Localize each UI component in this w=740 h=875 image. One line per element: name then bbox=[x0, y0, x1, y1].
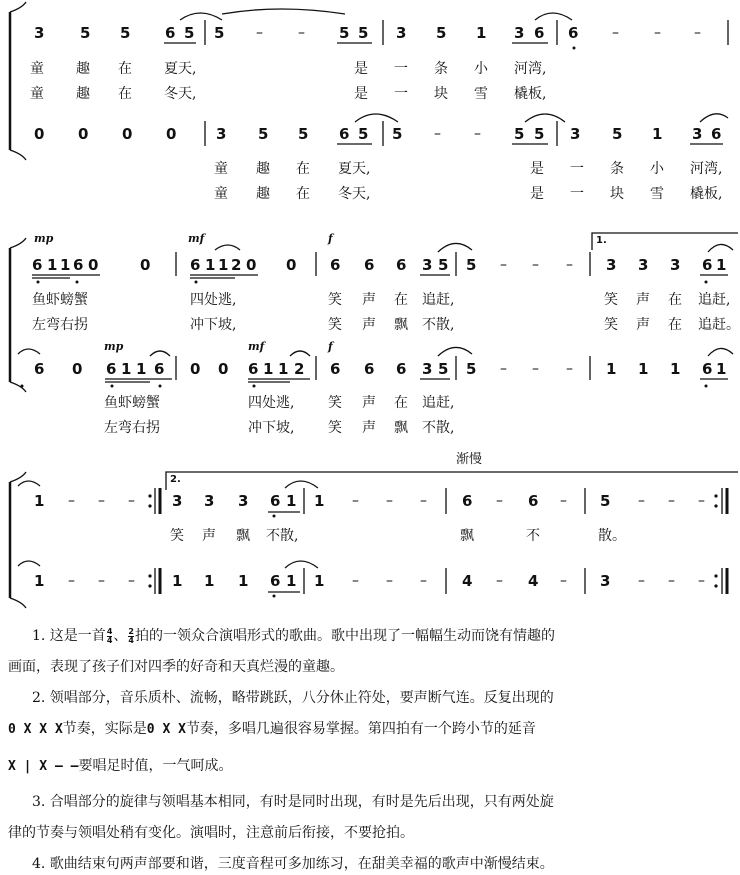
s1-lower-note: 3 bbox=[692, 125, 703, 143]
lyric: 左弯右拐 bbox=[32, 317, 88, 333]
s3-lower-dash: – bbox=[560, 573, 567, 589]
lyric: 不散, bbox=[422, 317, 455, 333]
rhythm-pattern: 0 X X bbox=[146, 722, 186, 737]
s2-lower-dash: – bbox=[566, 361, 573, 377]
lyric: 不散, bbox=[422, 420, 455, 436]
dynamic-f: f bbox=[328, 232, 333, 245]
lyric: 条 bbox=[434, 61, 448, 77]
s3-upper-dash: – bbox=[560, 493, 567, 509]
s2-upper-note: 0 bbox=[246, 256, 257, 274]
s2-lower-note: 6 bbox=[330, 360, 341, 378]
s3-upper-dash: – bbox=[98, 493, 105, 509]
s3-upper-note: 6 bbox=[462, 492, 473, 510]
s2-upper-note: 6 bbox=[330, 256, 341, 274]
lyric: 笑 bbox=[604, 292, 618, 308]
lyric: 河湾, bbox=[690, 161, 723, 177]
lyric: 追赶, bbox=[422, 395, 455, 411]
lyric: 散。 bbox=[598, 528, 626, 544]
s2-upper-dash: – bbox=[500, 257, 507, 273]
s1-lower-note: 0 bbox=[122, 125, 133, 143]
lyric: 夏天, bbox=[164, 61, 197, 77]
s1-lower-note: 0 bbox=[166, 125, 177, 143]
s3-lower-dash: – bbox=[128, 573, 135, 589]
s2-lower-note: 1 bbox=[638, 360, 649, 378]
s3-upper-dash: – bbox=[352, 493, 359, 509]
s1-upper-dash: – bbox=[256, 25, 263, 41]
s3-upper-note: 1 bbox=[314, 492, 325, 510]
s1-upper-dash: – bbox=[298, 25, 305, 41]
s1-lower-note: 5 bbox=[258, 125, 269, 143]
s2-lower-note: 6 bbox=[154, 360, 165, 378]
lyric: 橇板, bbox=[514, 86, 547, 102]
s1-lower-note: 5 bbox=[358, 125, 369, 143]
lyric: 追赶, bbox=[698, 292, 731, 308]
lyric: 笑 bbox=[328, 420, 342, 436]
s2-lower-note: 6 bbox=[396, 360, 407, 378]
s3-lower-dash: – bbox=[638, 573, 645, 589]
s2-upper-note: 6 bbox=[702, 256, 713, 274]
dynamic-mp: mp bbox=[34, 232, 54, 245]
s3-upper-note: 3 bbox=[204, 492, 215, 510]
s2-lower-note: 5 bbox=[438, 360, 449, 378]
s2-upper-note: 1 bbox=[716, 256, 727, 274]
s3-upper-dash: – bbox=[638, 493, 645, 509]
time-signature-2-4: $\frac{2}{4}$ bbox=[128, 626, 134, 645]
s2-lower-note: 1 bbox=[716, 360, 727, 378]
s2-lower-note: 6 bbox=[34, 360, 45, 378]
lyric: 块 bbox=[434, 86, 448, 102]
lyric: 不 bbox=[526, 528, 540, 544]
lyric: 飘 bbox=[394, 317, 408, 333]
lyric: 冬天, bbox=[338, 186, 371, 202]
lyric: 冬天, bbox=[164, 86, 197, 102]
s2-lower-note: 1 bbox=[670, 360, 681, 378]
s2-upper-note: 5 bbox=[466, 256, 477, 274]
s3-lower-dash: – bbox=[98, 573, 105, 589]
s3-lower-dash: – bbox=[668, 573, 675, 589]
lyric: 声 bbox=[636, 317, 650, 333]
lyric: 橇板, bbox=[690, 186, 723, 202]
s2-upper-note: 1 bbox=[47, 256, 58, 274]
s2-lower-note: 1 bbox=[606, 360, 617, 378]
dynamic-mp: mp bbox=[104, 340, 124, 353]
s2-upper-note: 6 bbox=[364, 256, 375, 274]
s3-lower-note: 6 bbox=[270, 572, 281, 590]
s3-lower-dash: – bbox=[698, 573, 705, 589]
s1-lower-note: 5 bbox=[298, 125, 309, 143]
lyric: 是 bbox=[530, 161, 544, 177]
s3-lower-note: 3 bbox=[600, 572, 611, 590]
s3-lower-dash: – bbox=[420, 573, 427, 589]
s1-upper-note: 5 bbox=[120, 24, 131, 42]
s1-lower-note: 1 bbox=[652, 125, 663, 143]
s1-lower-note: 0 bbox=[34, 125, 45, 143]
lyric: 趣 bbox=[76, 61, 90, 77]
s2-upper-note: 5 bbox=[438, 256, 449, 274]
lyric: 雪 bbox=[474, 86, 488, 102]
s3-lower-note: 1 bbox=[204, 572, 215, 590]
s2-lower-note: 1 bbox=[263, 360, 274, 378]
s2-lower-note: 0 bbox=[72, 360, 83, 378]
s1-upper-dash: – bbox=[654, 25, 661, 41]
performance-notes bbox=[0, 613, 740, 875]
s2-lower-note: 0 bbox=[190, 360, 201, 378]
lyric: 鱼虾螃蟹 bbox=[32, 292, 88, 308]
s1-lower-note: 5 bbox=[392, 125, 403, 143]
lyric: 在 bbox=[668, 317, 682, 333]
lyric: 飘 bbox=[460, 528, 474, 544]
lyric: 在 bbox=[118, 61, 132, 77]
s1-upper-note: 5 bbox=[184, 24, 195, 42]
lyric: 声 bbox=[362, 395, 376, 411]
lyric: 笑 bbox=[328, 317, 342, 333]
lyric: 是 bbox=[354, 86, 368, 102]
lyric: 冲下坡, bbox=[248, 420, 295, 436]
lyric: 笑 bbox=[170, 528, 184, 544]
lyric: 一 bbox=[570, 186, 584, 202]
s1-lower-note: 3 bbox=[216, 125, 227, 143]
s1-lower-note: 3 bbox=[570, 125, 581, 143]
s2-upper-note: 0 bbox=[286, 256, 297, 274]
lyric: 在 bbox=[394, 395, 408, 411]
lyric: 在 bbox=[668, 292, 682, 308]
dynamic-mf: mf bbox=[188, 232, 205, 245]
s2-lower-note: 1 bbox=[278, 360, 289, 378]
s3-upper-dash: – bbox=[386, 493, 393, 509]
s2-upper-note: 3 bbox=[670, 256, 681, 274]
s2-upper-note: 0 bbox=[140, 256, 151, 274]
lyric: 一 bbox=[570, 161, 584, 177]
lyric: 鱼虾螃蟹 bbox=[104, 395, 160, 411]
lyric: 小 bbox=[650, 161, 664, 177]
lyric: 不散, bbox=[266, 528, 299, 544]
rhythm-pattern: 0 X X X bbox=[8, 722, 63, 737]
s3-lower-note: 1 bbox=[286, 572, 297, 590]
s1-lower-dash: – bbox=[474, 126, 481, 142]
lyric: 在 bbox=[296, 186, 310, 202]
lyric: 笑 bbox=[328, 292, 342, 308]
lyric: 童 bbox=[214, 186, 228, 202]
lyric: 夏天, bbox=[338, 161, 371, 177]
lyric: 趣 bbox=[256, 186, 270, 202]
lyric: 声 bbox=[362, 292, 376, 308]
s2-upper-note: 6 bbox=[32, 256, 43, 274]
s2-lower-note: 6 bbox=[248, 360, 259, 378]
s2-lower-dash: – bbox=[500, 361, 507, 377]
s1-upper-note: 6 bbox=[534, 24, 545, 42]
s2-lower-note: 5 bbox=[466, 360, 477, 378]
s1-upper-dash: – bbox=[694, 25, 701, 41]
s3-lower-note: 1 bbox=[172, 572, 183, 590]
lyric: 趣 bbox=[256, 161, 270, 177]
lyric: 声 bbox=[636, 292, 650, 308]
s1-upper-dash: – bbox=[612, 25, 619, 41]
dynamic-mf: mf bbox=[248, 340, 265, 353]
s2-lower-note: 6 bbox=[702, 360, 713, 378]
lyric: 笑 bbox=[328, 395, 342, 411]
s2-lower-note: 2 bbox=[294, 360, 305, 378]
s2-lower-note: 3 bbox=[422, 360, 433, 378]
s3-lower-dash: – bbox=[496, 573, 503, 589]
s3-lower-dash: – bbox=[352, 573, 359, 589]
s1-upper-note: 5 bbox=[80, 24, 91, 42]
s1-upper-note: 3 bbox=[514, 24, 525, 42]
lyric: 四处逃, bbox=[248, 395, 295, 411]
lyric: 童 bbox=[30, 61, 44, 77]
lyric: 笑 bbox=[604, 317, 618, 333]
s3-upper-dash: – bbox=[420, 493, 427, 509]
tempo-mark: 渐慢 bbox=[456, 452, 483, 467]
s1-lower-note: 5 bbox=[514, 125, 525, 143]
s3-upper-dash: – bbox=[698, 493, 705, 509]
s3-upper-note: 1 bbox=[34, 492, 45, 510]
lyric: 追赶, bbox=[422, 292, 455, 308]
lyric: 左弯右拐 bbox=[104, 420, 160, 436]
s1-upper-note: 5 bbox=[339, 24, 350, 42]
s3-lower-note: 1 bbox=[238, 572, 249, 590]
note-3-line-1: 3. 合唱部分的旋律与领唱基本相同，有时是同时出现，有时是先后出现，只有两处旋 bbox=[32, 794, 554, 810]
lyric: 是 bbox=[354, 61, 368, 77]
s2-lower-note: 6 bbox=[364, 360, 375, 378]
note-1-line-1: 1. 这是一首 $\frac{4}{4}$ 、 $\frac{2}{4}$ 拍的一领众合演唱形式的歌曲。歌中出现了一幅幅生动而饶有情趣的 bbox=[32, 626, 555, 645]
s2-upper-note: 3 bbox=[638, 256, 649, 274]
s3-upper-dash: – bbox=[128, 493, 135, 509]
s2-upper-note: 3 bbox=[606, 256, 617, 274]
s2-upper-dash: – bbox=[566, 257, 573, 273]
s3-upper-note: 6 bbox=[270, 492, 281, 510]
s2-lower-note: 0 bbox=[218, 360, 229, 378]
note-4-line-1: 4. 歌曲结束句两声部要和谐，三度音程可多加练习，在甜美幸福的歌声中渐慢结束。 bbox=[32, 856, 554, 872]
s2-upper-note: 1 bbox=[218, 256, 229, 274]
lyric: 一 bbox=[394, 86, 408, 102]
volta-2: 2. bbox=[170, 474, 181, 485]
note-1-line-2: 画面，表现了孩子们对四季的好奇和天真烂漫的童趣。 bbox=[8, 659, 344, 675]
s3-upper-note: 3 bbox=[172, 492, 183, 510]
lyric: 声 bbox=[362, 420, 376, 436]
lyric: 飘 bbox=[394, 420, 408, 436]
note-2-line-1: 2. 领唱部分，音乐质朴、流畅，略带跳跃，八分休止符处，要声断气连。反复出现的 bbox=[32, 690, 554, 706]
rhythm-pattern: X | X – – bbox=[8, 759, 79, 774]
lyric: 块 bbox=[610, 186, 624, 202]
lyric: 在 bbox=[296, 161, 310, 177]
note-3-line-2: 律的节奏与领唱处稍有变化。演唱时，注意前后衔接，不要抢拍。 bbox=[8, 825, 414, 841]
s3-upper-dash: – bbox=[668, 493, 675, 509]
lyric: 条 bbox=[610, 161, 624, 177]
s2-upper-note: 1 bbox=[60, 256, 71, 274]
lyric: 声 bbox=[362, 317, 376, 333]
s3-lower-note: 1 bbox=[314, 572, 325, 590]
lyric: 一 bbox=[394, 61, 408, 77]
s1-upper-note: 5 bbox=[214, 24, 225, 42]
note-2-line-3: X | X – –要唱足时值，一气呵成。 bbox=[8, 758, 233, 774]
lyric: 是 bbox=[530, 186, 544, 202]
lyric: 河湾, bbox=[514, 61, 547, 77]
s2-upper-note: 6 bbox=[73, 256, 84, 274]
s3-upper-dash: – bbox=[496, 493, 503, 509]
s2-upper-note: 1 bbox=[205, 256, 216, 274]
s1-upper-note: 5 bbox=[358, 24, 369, 42]
time-signature-4-4: $\frac{4}{4}$ bbox=[106, 626, 113, 645]
s2-lower-note: 1 bbox=[121, 360, 132, 378]
s3-upper-note: 6 bbox=[528, 492, 539, 510]
s1-lower-note: 5 bbox=[534, 125, 545, 143]
s1-lower-note: 5 bbox=[612, 125, 623, 143]
s1-upper-note: 6 bbox=[165, 24, 176, 42]
s1-upper-note: 5 bbox=[436, 24, 447, 42]
s3-lower-dash: – bbox=[386, 573, 393, 589]
s1-lower-dash: – bbox=[434, 126, 441, 142]
s2-upper-note: 6 bbox=[190, 256, 201, 274]
s1-upper-note: 3 bbox=[396, 24, 407, 42]
lyric: 趣 bbox=[76, 86, 90, 102]
s3-upper-dash: – bbox=[68, 493, 75, 509]
volta-1: 1. bbox=[596, 235, 607, 246]
s3-upper-note: 3 bbox=[238, 492, 249, 510]
s2-upper-dash: – bbox=[532, 257, 539, 273]
s3-lower-note: 4 bbox=[528, 572, 539, 590]
s1-upper-note: 6 bbox=[568, 24, 579, 42]
lyric: 在 bbox=[394, 292, 408, 308]
lyric: 雪 bbox=[650, 186, 664, 202]
lyric: 四处逃, bbox=[190, 292, 237, 308]
s2-lower-note: 1 bbox=[136, 360, 147, 378]
s1-lower-note: 6 bbox=[711, 125, 722, 143]
lyric: 声 bbox=[202, 528, 216, 544]
lyric: 在 bbox=[118, 86, 132, 102]
s2-lower-dash: – bbox=[532, 361, 539, 377]
s1-upper-note: 3 bbox=[34, 24, 45, 42]
lyric: 追赶。 bbox=[698, 317, 740, 333]
s1-lower-note: 0 bbox=[78, 125, 89, 143]
s2-upper-note: 2 bbox=[231, 256, 242, 274]
s3-upper-note: 1 bbox=[286, 492, 297, 510]
s2-lower-note: 6 bbox=[106, 360, 117, 378]
lyric: 小 bbox=[474, 61, 488, 77]
s3-upper-note: 5 bbox=[600, 492, 611, 510]
lyric: 童 bbox=[214, 161, 228, 177]
s3-lower-dash: – bbox=[68, 573, 75, 589]
s3-lower-note: 4 bbox=[462, 572, 473, 590]
s2-upper-note: 6 bbox=[396, 256, 407, 274]
lyric: 飘 bbox=[236, 528, 250, 544]
s1-upper-note: 1 bbox=[476, 24, 487, 42]
note-2-line-2: 0 X X X节奏，实际是0 X X节奏，多唱几遍很容易掌握。第四拍有一个跨小节的延音 bbox=[8, 721, 536, 737]
lyric: 冲下坡, bbox=[190, 317, 237, 333]
s1-lower-note: 6 bbox=[339, 125, 350, 143]
lyric: 童 bbox=[30, 86, 44, 102]
s3-lower-note: 1 bbox=[34, 572, 45, 590]
s2-upper-note: 0 bbox=[88, 256, 99, 274]
dynamic-f: f bbox=[328, 340, 333, 353]
s2-upper-note: 3 bbox=[422, 256, 433, 274]
